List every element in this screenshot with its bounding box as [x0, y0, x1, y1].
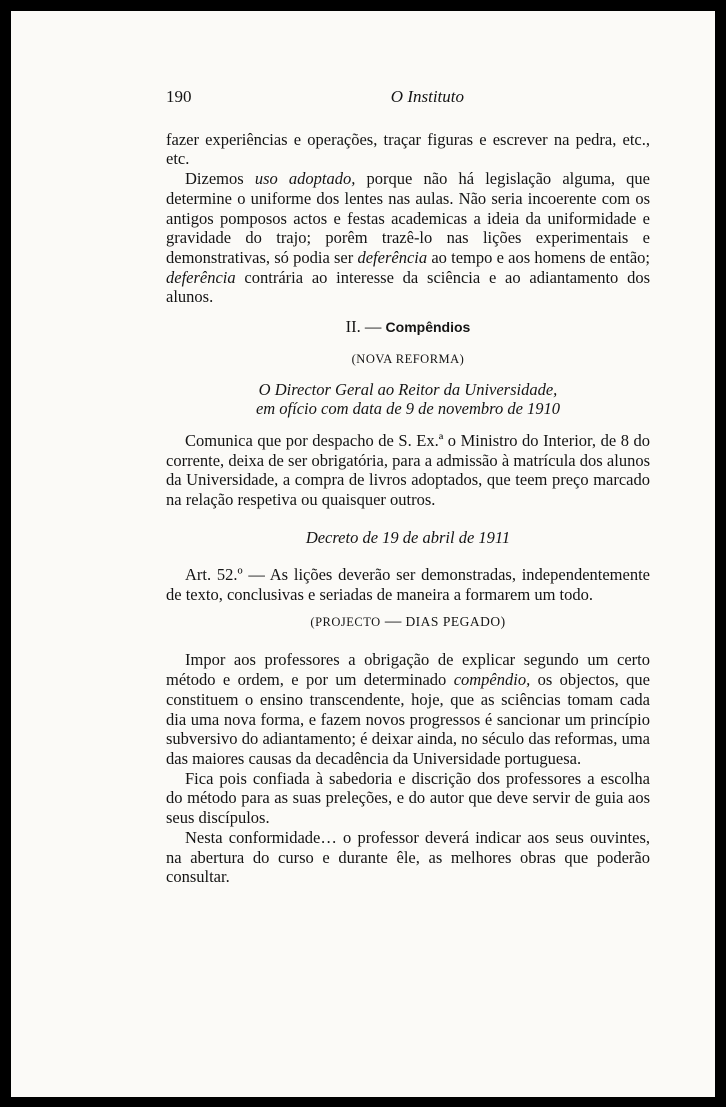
paragraph-5: Impor aos professores a obrigação de explicar segundo um certo método e ordem, e por um determinado compêndio, os objectos, que constituem o ensino transcendente, hoje, que as sciências tomam cada dia uma nova forma, e fazem novos progressos é sancionar um princípio subversivo do adiantamento; é deixar ainda, no século das reformas, uma das maiores causas da decadência da Universidade portuguesa.: [166, 650, 650, 768]
page-content: [166, 87, 650, 887]
section-subtitle: (NOVA REFORMA): [351, 351, 465, 366]
page: [11, 11, 715, 1097]
running-header: [166, 87, 650, 107]
paragraph-7: Nesta conformidade… o professor deverá indicar aos seus ouvintes, na abertura do curso e durante êle, as melhores obras que poderão consultar.: [166, 827, 650, 887]
section-heading: II. — Compêndios: [345, 317, 471, 337]
paragraph-1: fazer experiências e operações, traçar figuras e escrever na pedra, etc., etc.: [166, 129, 650, 169]
paragraph-2: Dizemos uso adoptado, porque não há legislação alguma, que determine o uniforme dos lentes nas aulas. Não seria incoerente com os antigos pomposos actos e festas academicas a ideia da uniformidade e gravidade do trajo; porêm trazê-lo nas lições experimentais e demonstrativas, só podia ser deferência ao tempo e aos homens de então; deferência contrária ao interesse da sciência e ao adiantamento dos alunos.: [166, 169, 650, 307]
paragraph-6: Fica pois confiada à sabedoria e discrição dos professores a escolha do método para as suas preleções, e do autor que deve servir de guia aos seus discípulos.: [166, 768, 650, 828]
project-heading: (PROJECTO — DIAS PEGADO): [310, 610, 506, 630]
source-citation: O Director Geral ao Reitor da Universidade, em ofício com data de 9 de novembro de 1910: [255, 380, 561, 419]
decree-title: Decreto de 19 de abril de 1911: [305, 527, 511, 547]
page-number: 190: [166, 87, 192, 106]
paragraph-3: Comunica que por despacho de S. Ex.ª o Ministro do Interior, de 8 do corrente, deixa de ser obrigatória, para a admissão à matrícula dos alunos da Universidade, a compra de livros adoptados, que teem preço marcado na relação respetiva ou quaisquer outros.: [166, 430, 650, 509]
paragraph-4: Art. 52.º — As lições deverão ser demonstradas, independentemente de texto, conclusivas e seriadas de maneira a formarem um todo.: [166, 565, 650, 605]
running-title: O Instituto: [390, 87, 464, 106]
section-title: Compêndios: [385, 319, 471, 336]
